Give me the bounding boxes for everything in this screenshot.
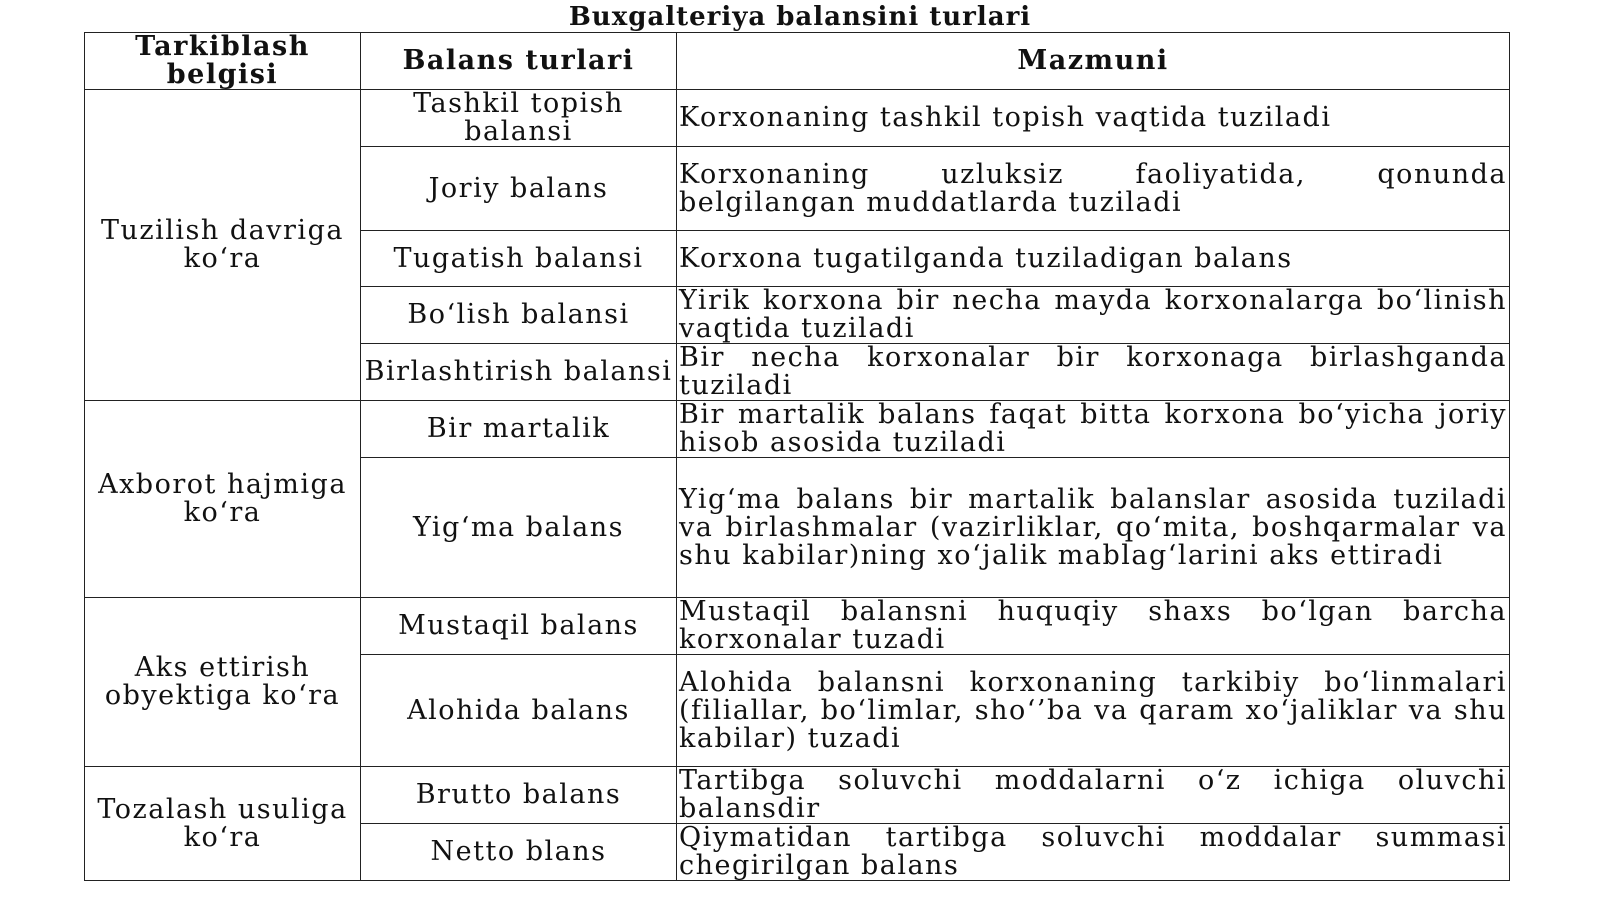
content-cell: Alohida balansni korxonaning tarkibiy bo‘linmalari (filiallar, bo‘limlar, sho‘’ba va qaram xo‘jaliklar va shu kabilar) tuzadi	[677, 655, 1510, 767]
table-row	[85, 90, 1510, 147]
content-cell: Yirik korxona bir necha mayda korxonalarga bo‘linish vaqtida tuziladi	[677, 287, 1510, 344]
document-title: Buxgalteriya balansini turlari	[568, 2, 1032, 32]
type-cell: Joriy balans	[361, 147, 677, 231]
criterion-cell: Tozalash usuliga ko‘ra	[85, 767, 361, 881]
criterion-cell: Axborot hajmiga ko‘ra	[85, 401, 361, 598]
type-cell: Alohida balans	[361, 655, 677, 767]
type-cell: Yig‘ma balans	[361, 458, 677, 598]
table-row	[85, 598, 1510, 655]
content-cell: Qiymatidan tartibga soluvchi moddalar summasi chegirilgan balans	[677, 824, 1510, 881]
content-cell: Mustaqil balansni huquqiy shaxs bo‘lgan barcha korxonalar tuzadi	[677, 598, 1510, 655]
content-cell: Korxonaning tashkil topish vaqtida tuziladi	[677, 90, 1510, 147]
criterion-cell: Tuzilish davriga ko‘ra	[85, 90, 361, 401]
type-cell: Tashkil topish balansi	[361, 90, 677, 147]
criterion-cell: Aks ettirish obyektiga ko‘ra	[85, 598, 361, 767]
table-header-row	[85, 33, 1510, 90]
table-row	[85, 401, 1510, 458]
header-content: Mazmuni	[677, 33, 1510, 90]
type-cell: Bo‘lish balansi	[361, 287, 677, 344]
content-cell: Bir necha korxonalar bir korxonaga birlashganda tuziladi	[677, 344, 1510, 401]
content-cell: Korxonaning uzluksiz faoliyatida, qonunda belgilangan muddatlarda tuziladi	[677, 147, 1510, 231]
header-balance-types: Balans turlari	[361, 33, 677, 90]
type-cell: Bir martalik	[361, 401, 677, 458]
balance-types-table	[84, 32, 1510, 881]
content-cell: Korxona tugatilganda tuziladigan balans	[677, 231, 1510, 287]
type-cell: Tugatish balansi	[361, 231, 677, 287]
table-row	[85, 767, 1510, 824]
header-criterion: Tarkiblash belgisi	[85, 33, 361, 90]
content-cell: Tartibga soluvchi moddalarni o‘z ichiga oluvchi balansdir	[677, 767, 1510, 824]
content-cell: Bir martalik balans faqat bitta korxona bo‘yicha joriy hisob asosida tuziladi	[677, 401, 1510, 458]
type-cell: Birlashtirish balansi	[361, 344, 677, 401]
content-cell: Yig‘ma balans bir martalik balanslar asosida tuziladi va birlashmalar (vazirliklar, qo‘mita, boshqarmalar va shu kabilar)ning xo‘jalik mablag‘larini aks ettiradi	[677, 458, 1510, 598]
type-cell: Brutto balans	[361, 767, 677, 824]
type-cell: Mustaqil balans	[361, 598, 677, 655]
type-cell: Netto blans	[361, 824, 677, 881]
